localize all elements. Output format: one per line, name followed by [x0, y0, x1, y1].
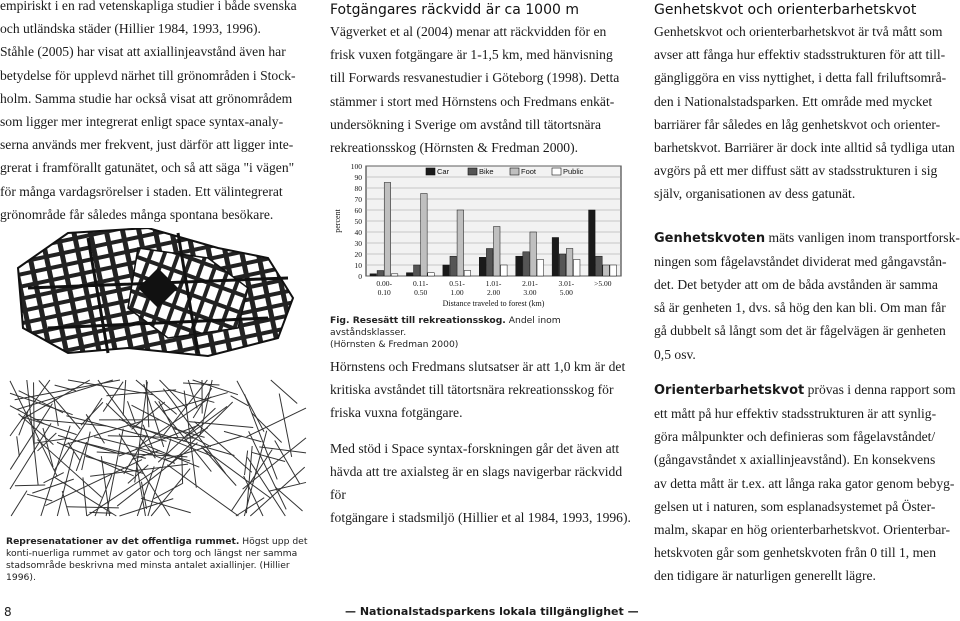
bar — [552, 238, 559, 277]
legend-label: Car — [437, 167, 450, 176]
col3-line: ningen som fågelavståndet dividerat med gångavstån- — [654, 253, 947, 269]
bar — [464, 271, 471, 277]
col3-line: så är genheten 1, dvs. så hög den kan bli. Om man får — [654, 300, 946, 316]
col1-line: och utländska städer (Hillier 1984, 1993, 1996). — [0, 21, 261, 37]
axial-line — [89, 512, 111, 513]
col2-line: undersökning i Sverige om avstånd till tätortsnära — [330, 116, 602, 132]
axial-line — [271, 380, 297, 403]
axial-line — [252, 413, 282, 442]
bar — [370, 274, 377, 276]
legend-swatch — [510, 168, 519, 175]
col2-line: kritiska avståndet till tätortsnära rekreationsskog för — [330, 382, 614, 398]
col1-line: grerat i framförallt gatunätet, och så att säga "i vägen" — [0, 160, 295, 176]
col3-line: barriärer får således en låg genhetskvot och orienter- — [654, 116, 941, 132]
col2-line: till Forwards resvanestudier i Göteborg (1998). Detta — [330, 70, 620, 86]
col1-line: som ligger mer integrerat enligt space syntax-analy- — [0, 114, 284, 130]
map-caption-text: Högst upp det konti-nuerliga rummet av gator och torg och längst ner samma stadsområde beskrivna med minsta antalet axiallinjer. (Hillier 1996). — [6, 536, 308, 583]
col2-line: friska vuxna fotgängare. — [330, 405, 463, 421]
bar — [486, 249, 493, 277]
col3-line: avser att fånga hur effektiv stadsstrukturen för att till- — [654, 47, 946, 63]
axial-line — [15, 485, 45, 486]
bar — [428, 273, 435, 276]
col3-line: gå dubbelt så långt som det är fågelvägen är genheten — [654, 323, 946, 339]
bar — [384, 183, 391, 277]
y-axis-label: percent — [333, 209, 342, 233]
bar — [566, 249, 573, 277]
col3-line: det. Det betyder att om de båda avstånden är samma — [654, 277, 938, 293]
y-tick-label: 20 — [354, 250, 362, 259]
y-tick-label: 100 — [350, 162, 362, 171]
axial-line — [193, 380, 238, 395]
x-tick-label: 1.01- — [485, 279, 502, 288]
col3-line: barhetskvot. Barriärer är dock inte alltid så tydliga utan — [654, 140, 955, 156]
bar — [501, 265, 508, 276]
col2 — [330, 0, 635, 159]
col2-line: stämmer i stort med Hörnstens och Fredmans enkät- — [330, 93, 615, 109]
col2-paragraph2 — [330, 355, 635, 529]
axial-line — [151, 469, 190, 516]
chart-svg — [330, 160, 630, 310]
col3 — [654, 0, 960, 588]
legend-label: Public — [563, 167, 584, 176]
bar — [450, 256, 457, 276]
legend-swatch — [426, 168, 435, 175]
y-tick-label: 90 — [354, 173, 362, 182]
y-tick-label: 70 — [354, 195, 362, 204]
y-tick-label: 10 — [354, 261, 362, 270]
travel-mode-chart — [330, 160, 630, 310]
axial-line — [17, 436, 20, 456]
bar — [537, 260, 544, 277]
bar — [479, 257, 486, 276]
axial-line — [11, 491, 27, 516]
y-tick-label: 30 — [354, 239, 362, 248]
axial-line — [247, 457, 285, 516]
map-caption-bold: Represenatationer av det offentliga rummet. — [6, 536, 240, 547]
x-tick-label: 3.00 — [523, 288, 537, 297]
bar — [596, 256, 603, 276]
bar — [559, 254, 566, 276]
col3-line — [654, 226, 960, 250]
legend-label: Foot — [521, 167, 537, 176]
footer-title-text: Nationalstadsparkens lokala tillgänglighet — [359, 605, 624, 618]
col3-line: gängliggöra en viss nyttighet, i detta fall friluftsområ- — [654, 70, 947, 86]
axial-line — [167, 465, 238, 516]
col3-line: den tidigare är naturligen generellt lägre. — [654, 568, 876, 584]
col2-line: Hörnstens och Fredmans slutsatser är att 1,0 km är det — [330, 359, 626, 374]
col2-line: rekreationsskog (Hörnsten & Fredman 2000). — [330, 140, 579, 156]
col3-line: ett mått på hur effektiv stadsstrukturen är att synlig- — [654, 406, 937, 422]
col3-line: den i Nationalstadsparken. Ett område med mycket — [654, 93, 933, 109]
col3-paragraph1 — [654, 20, 960, 206]
axial-line — [27, 494, 52, 501]
bar — [603, 265, 610, 276]
col3-paragraph2 — [654, 226, 960, 366]
section-heading-quotients: Genhetskvot och orienterbarhetskvot — [654, 2, 917, 18]
col3-line: (gångavståndet x axiallinjeavstånd). En konsekvens — [654, 452, 936, 468]
col3-line: 0,5 osv. — [654, 346, 696, 362]
x-tick-label: 0.00- — [376, 279, 393, 288]
x-tick-label: 0.51- — [449, 279, 465, 288]
bar — [610, 265, 617, 276]
chart-caption-text: Andel inom avståndsklasser. — [330, 315, 561, 338]
legend-swatch — [468, 168, 477, 175]
bar — [530, 232, 537, 276]
x-axis-label: Distance traveled to forest (km) — [442, 299, 545, 308]
col3-line: göra målpunkter och definieras som fågelavståndet/ — [654, 429, 936, 445]
col1-line: holm. Samma studie har också visat att grönområdem — [0, 90, 293, 106]
col2-line: fotgängare i stadsmiljö (Hillier et al 1984, 1993, 1996). — [330, 510, 631, 526]
x-tick-label: 0.50 — [414, 288, 428, 297]
axial-line — [106, 404, 131, 428]
axial-line — [237, 381, 264, 432]
x-tick-label: 2.01- — [522, 279, 538, 288]
col2-paragraph1 — [330, 20, 635, 159]
col2-line: Vägverket et al (2004) menar att räckvidden för en — [330, 24, 607, 39]
chart-caption — [330, 315, 635, 351]
axial-line — [194, 422, 251, 473]
col1-line: grönområde får således många spontana besökare. — [0, 206, 274, 222]
x-tick-label: 3.01- — [558, 279, 575, 288]
axial-line — [45, 460, 142, 506]
x-tick-label: 2.00 — [486, 288, 501, 297]
col3-line: gelsen ut i naturen, som esplanadsystemet på Öster- — [654, 498, 936, 514]
page-number: 8 — [4, 605, 12, 619]
axial-line — [10, 423, 51, 489]
footer-title: — Nationalstadsparkens lokala tillgänglighet — — [345, 605, 639, 618]
bar — [406, 273, 413, 276]
legend-swatch — [552, 168, 561, 175]
col3-line: avgörs på ett mer diffust sätt av stadsstrukturen i sig — [654, 163, 938, 179]
axial-line — [33, 419, 107, 426]
axial-line — [123, 380, 126, 415]
bar — [391, 274, 398, 276]
bar — [421, 194, 428, 277]
axial-line — [275, 440, 300, 484]
x-tick-label: 5.00 — [559, 288, 573, 297]
col1-line: betydelse för upplevd närhet till grönområden i Stock- — [0, 67, 296, 83]
col3-line: själv, organisationen av dess gatunät. — [654, 186, 856, 202]
y-tick-label: 80 — [354, 184, 362, 193]
bar — [573, 260, 580, 277]
axial-line — [160, 380, 187, 408]
axial-line — [32, 479, 73, 493]
legend-label: Bike — [479, 167, 494, 176]
col2-line: Med stöd i Space syntax-forskningen går det även att — [330, 440, 620, 456]
bar — [457, 210, 464, 276]
x-tick-label: >5.00 — [594, 279, 612, 288]
axial-line — [243, 438, 306, 489]
col1-line: för många vardagsrörelser i staden. Ett välintegrerat — [0, 183, 283, 199]
col3-paragraph3 — [654, 378, 960, 588]
col1-line: serna används mer frekvent, just därför att ligger inte- — [0, 137, 294, 153]
chart-caption-bold: Fig. Resesätt till rekreationsskog. — [330, 315, 506, 326]
bar — [494, 227, 501, 277]
col3-line: av detta mått är t.ex. att långa raka gator genom bebyg- — [654, 475, 955, 491]
col3-text: prövas i denna rapport som — [804, 381, 956, 397]
col1-line: Ståhle (2005) har visat att axiallinjeavstånd även har — [0, 44, 286, 60]
col1-line: empiriskt i en rad vetenskapliga studier i både svenska — [0, 0, 297, 13]
axial-line — [137, 466, 154, 516]
bar — [589, 210, 596, 276]
bar — [516, 256, 523, 276]
y-tick-label: 60 — [354, 206, 362, 215]
y-tick-label: 40 — [354, 228, 362, 237]
col3-line: Genhetskvot och orienterbarhetskvot är två mått som — [654, 24, 943, 39]
y-tick-label: 50 — [354, 217, 362, 226]
bar — [523, 252, 530, 276]
chart-caption-source: (Hörnsten & Fredman 2000) — [330, 339, 459, 350]
term-genhetskvoten: Genhetskvoten — [654, 230, 766, 246]
bar — [414, 265, 421, 276]
term-orienterbarhetskvot: Orienterbarhetskvot — [654, 382, 805, 398]
axial-lines-map — [8, 378, 308, 518]
col1-paragraph — [0, 0, 310, 226]
axial-line — [244, 451, 247, 476]
col2-line: hävda att tre axialsteg är en slags navigerbar räckvidd för — [330, 463, 623, 503]
y-tick-label: 0 — [358, 272, 362, 281]
col2-line: frisk vuxen fotgängare är 1-1,5 km, med hänvisning — [330, 47, 613, 63]
axial-line — [128, 465, 148, 483]
col3-line — [654, 378, 960, 402]
x-tick-label: 0.11- — [412, 279, 429, 288]
col3-text: mäts vanligen inom transportforsk- — [765, 229, 960, 245]
map-caption — [6, 536, 311, 584]
street-network-map — [8, 228, 308, 358]
col3-line: hetskvoten går som genhetskvoten från 0 till 1, men — [654, 545, 937, 561]
x-tick-label: 0.10 — [377, 288, 391, 297]
axial-line — [66, 507, 118, 508]
axial-line — [10, 393, 73, 414]
axial-line — [279, 394, 291, 457]
col3-line: malm, skapar en hög orienterbarhetskvot. Orienterbar- — [654, 522, 951, 538]
bar — [377, 271, 384, 277]
section-heading-reach: Fotgängares räckvidd är ca 1000 m — [330, 2, 579, 18]
bar — [443, 265, 450, 276]
x-tick-label: 1.00 — [450, 288, 464, 297]
